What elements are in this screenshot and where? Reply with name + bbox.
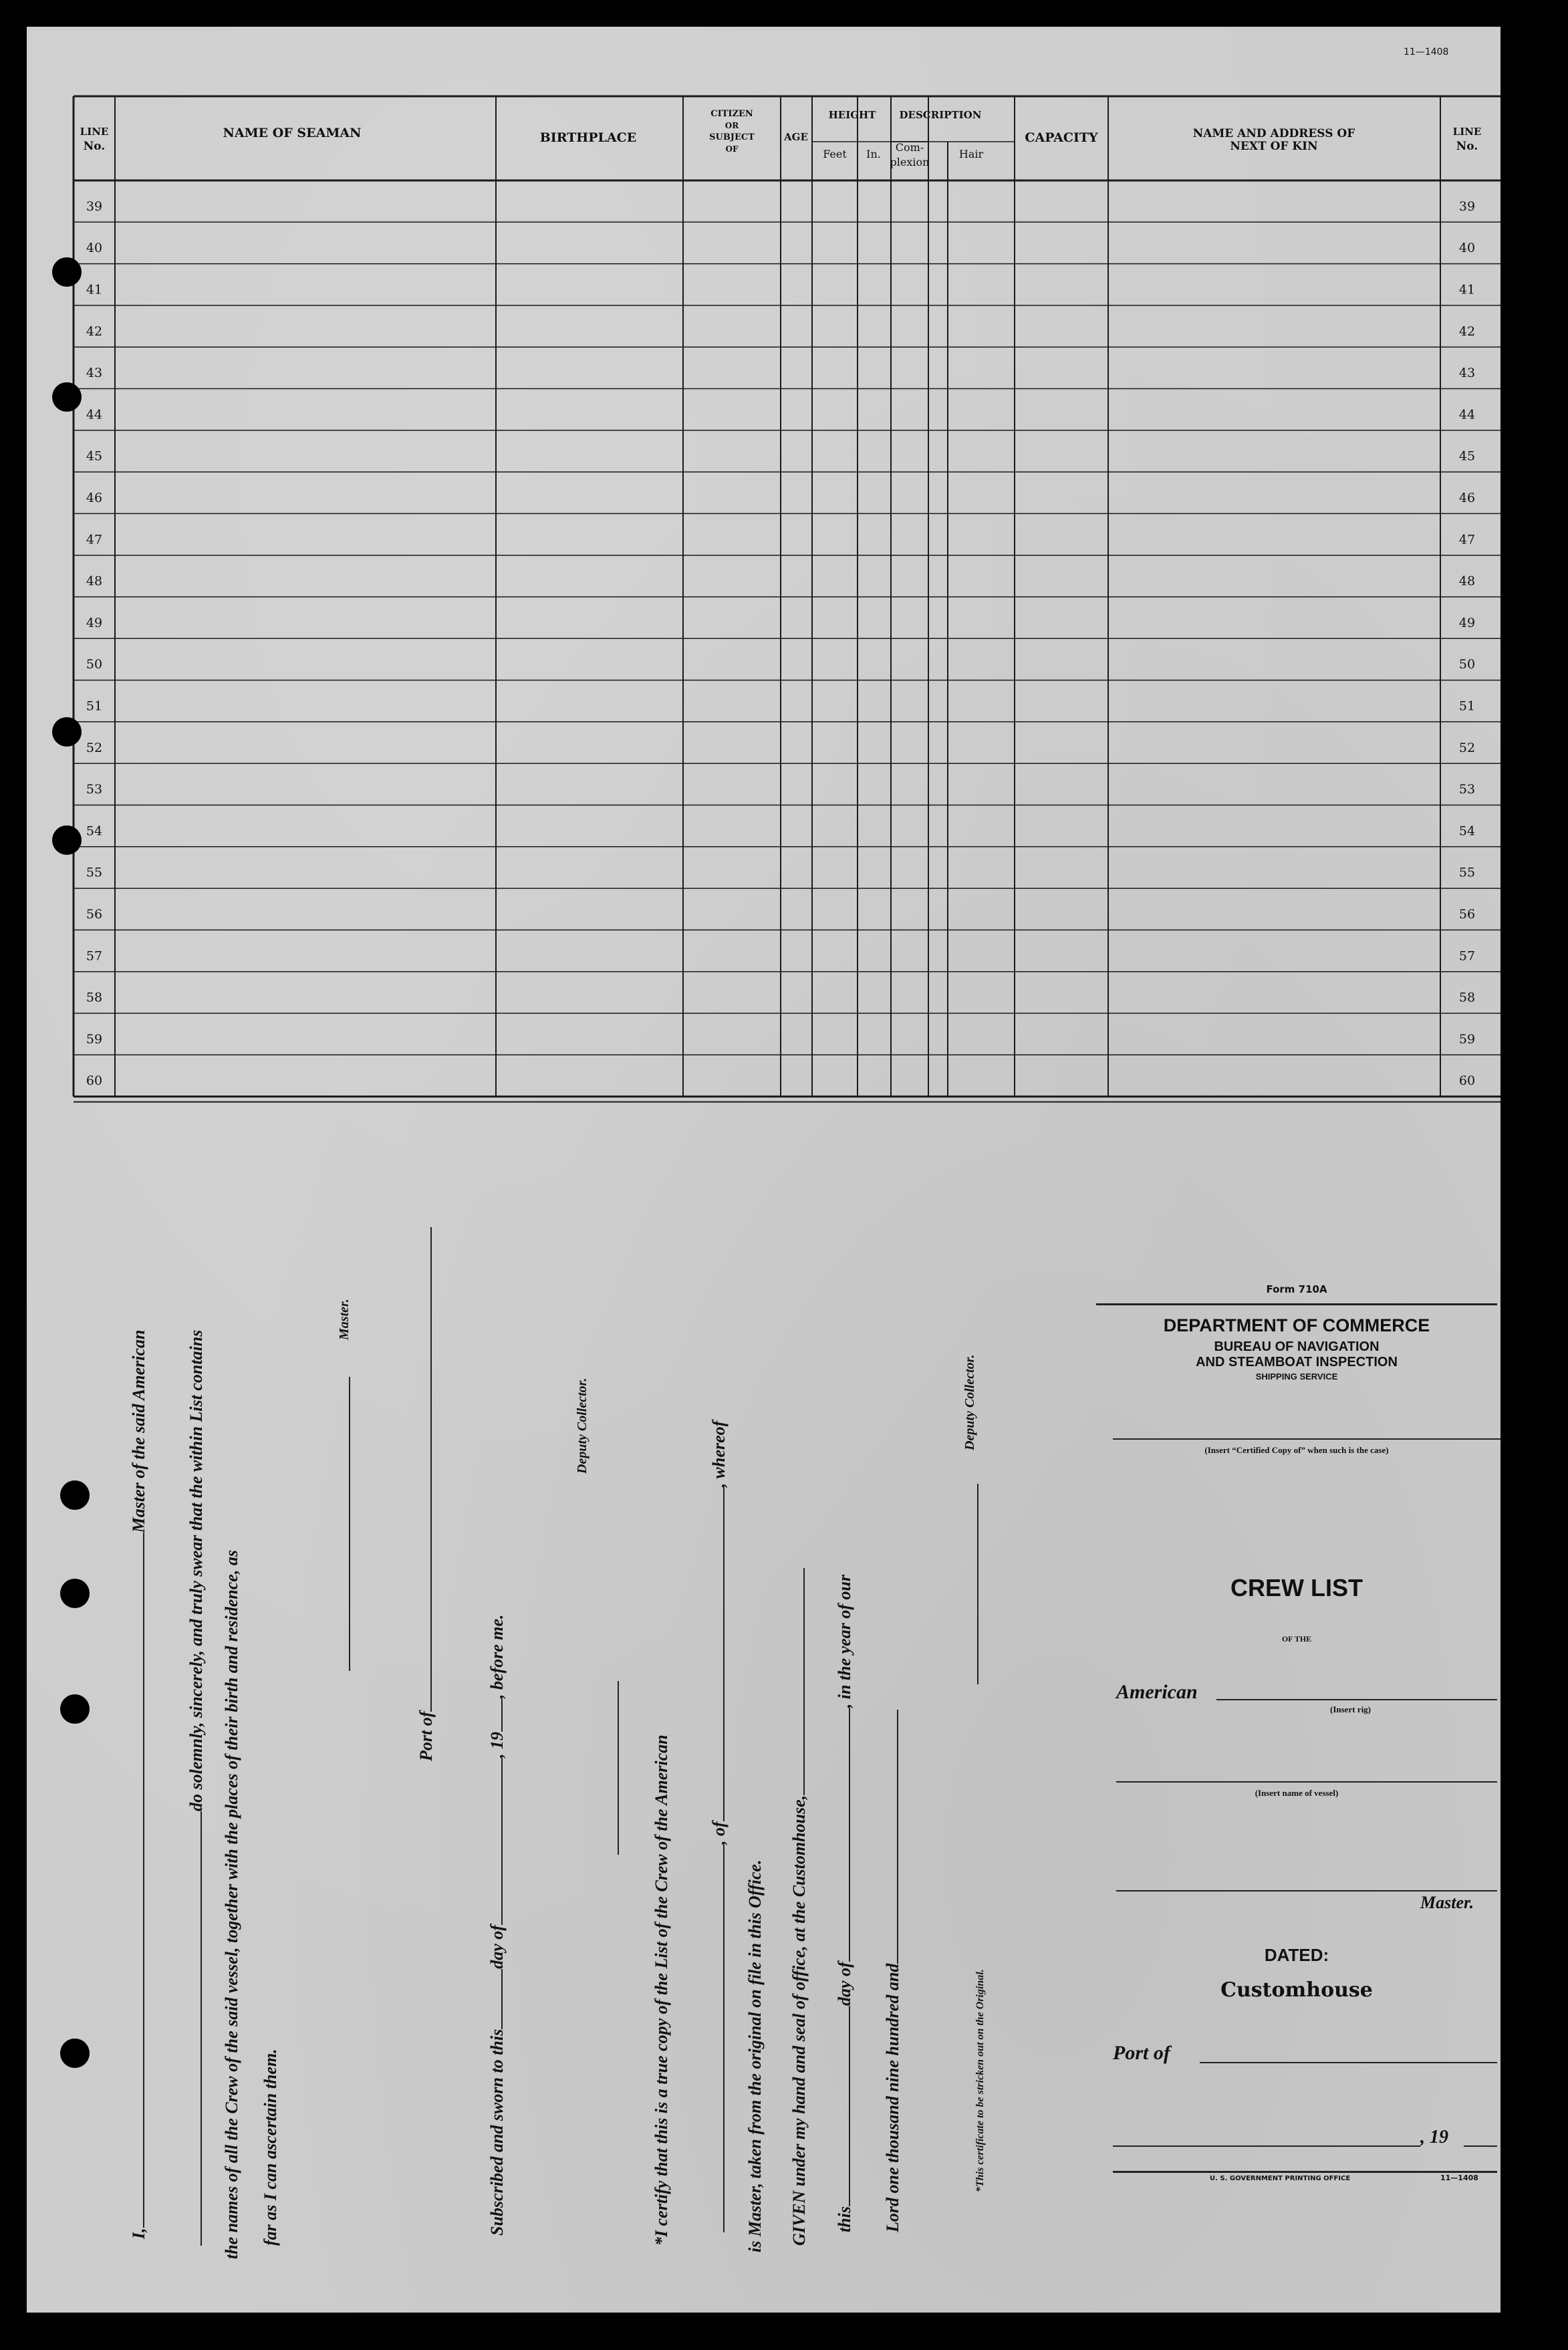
row-number-right: 39 — [1458, 199, 1476, 214]
col-citizen-1: CITIZEN — [710, 109, 753, 119]
cover-master-label: Master. — [1420, 1893, 1474, 1912]
cert-deputy-label — [962, 1355, 978, 1450]
master-blank[interactable] — [1116, 1890, 1497, 1891]
oath-day-of: day of — [487, 1925, 507, 1969]
form-number: Form 710A — [1266, 1283, 1327, 1295]
row-number-left: 44 — [86, 407, 103, 422]
line-no-left-2: No. — [83, 140, 106, 153]
year-blank[interactable] — [1464, 2145, 1497, 2147]
row-number-right: 47 — [1458, 532, 1476, 547]
row-number-right: 42 — [1458, 323, 1476, 339]
crew-list-sheet — [27, 27, 1500, 2313]
oath-swear: do solemnly, sincerely, and truly swear that the within List contains — [186, 1329, 206, 1811]
line-no-right-1: LINE — [1452, 126, 1482, 138]
cert-of: , of — [709, 1821, 729, 1845]
row-number-right: 58 — [1458, 990, 1476, 1005]
bureau-line-1: BUREAU OF NAVIGATION — [1214, 1339, 1380, 1354]
oath-nineteen: , 19 — [487, 1732, 507, 1758]
row-number-right: 55 — [1458, 865, 1476, 880]
cert-is-master: is Master, taken from the original on file in this Office. — [745, 1859, 765, 2252]
bureau-line-2: AND STEAMBOAT INSPECTION — [1196, 1355, 1398, 1369]
row-number-right: 44 — [1458, 407, 1476, 422]
row-number-right: 48 — [1458, 573, 1476, 589]
port-blank[interactable] — [1200, 2062, 1497, 2063]
dated-label: DATED: — [1264, 1945, 1329, 1965]
cover-rule — [1096, 1303, 1497, 1305]
row-number-right: 59 — [1458, 1031, 1476, 1047]
oath-deputy-label — [575, 1378, 590, 1474]
col-next-of-kin-2: NEXT OF KIN — [1230, 140, 1318, 153]
cert-line-1 — [652, 1734, 672, 2246]
row-number-right: 57 — [1458, 948, 1476, 964]
oath-i: I, — [129, 2228, 148, 2239]
row-number-left: 57 — [86, 948, 103, 964]
cert-deputy-collector: Deputy Collector. — [962, 1354, 977, 1450]
row-number-left: 58 — [86, 990, 103, 1005]
row-number-right: 46 — [1458, 490, 1476, 505]
row-number-left: 41 — [86, 282, 103, 297]
oath-ascertain: far as I can ascertain them. — [261, 2049, 280, 2246]
crew-list-title: CREW LIST — [1230, 1574, 1363, 1601]
cert-line-2 — [708, 1421, 729, 2232]
row-number-left: 46 — [86, 490, 103, 505]
row-number-right: 52 — [1458, 740, 1476, 755]
row-number-left: 54 — [86, 823, 103, 839]
cert-footnote — [974, 1969, 987, 2192]
cert-line-6 — [882, 1710, 903, 2232]
oath-line-2 — [186, 1330, 207, 2246]
vessel-name-blank[interactable] — [1116, 1781, 1497, 1783]
col-age: AGE — [784, 131, 808, 143]
punch-hole — [52, 717, 82, 747]
cert-whereof: , whereof — [709, 1420, 729, 1488]
line-no-left-1: LINE — [80, 126, 109, 138]
oath-line-4 — [261, 2049, 281, 2246]
cover-form-code: 11—1408 — [1440, 2174, 1478, 2182]
row-number-left: 60 — [86, 1073, 103, 1089]
oath-line-1 — [128, 1330, 149, 2239]
rig-blank[interactable] — [1216, 1699, 1497, 1700]
row-number-right: 41 — [1458, 282, 1476, 297]
row-number-left: 48 — [86, 573, 103, 589]
oath-before-me: , before me. — [487, 1614, 507, 1699]
col-complexion-1: Com- — [895, 141, 924, 154]
oath-master-label — [337, 1299, 352, 1340]
printer-credit: U. S. GOVERNMENT PRINTING OFFICE — [1210, 2175, 1351, 2182]
col-capacity: CAPACITY — [1025, 130, 1098, 145]
oath-line-3 — [222, 1550, 242, 2259]
row-number-right: 40 — [1458, 241, 1476, 256]
form-code-top: 11—1408 — [1404, 47, 1449, 57]
insert-name-note: (Insert name of vessel) — [1255, 1788, 1339, 1798]
row-number-left: 55 — [86, 865, 103, 880]
crew-table — [63, 68, 1500, 1138]
oath-master-of: Master of the said American — [129, 1329, 148, 1533]
oath-subscribed — [487, 1614, 507, 2236]
oath-master-signature — [334, 1377, 354, 1671]
of-the: OF THE — [1281, 1634, 1312, 1644]
oath-port-of-label: Port of — [416, 1711, 436, 1761]
col-height: HEIGHT — [828, 109, 876, 121]
row-number-left: 50 — [86, 657, 103, 672]
row-number-right: 50 — [1458, 657, 1476, 672]
col-feet: Feet — [823, 148, 847, 160]
col-inches: In. — [866, 148, 881, 160]
row-number-left: 45 — [86, 448, 103, 464]
certified-copy-blank[interactable] — [1113, 1438, 1500, 1440]
col-complexion-2: plexion — [890, 156, 930, 168]
row-number-right: 49 — [1458, 615, 1476, 630]
col-citizen-3: SUBJECT — [709, 132, 755, 142]
row-number-left: 39 — [86, 199, 103, 214]
oath-master: Master. — [337, 1299, 352, 1340]
american-label: American — [1116, 1681, 1198, 1703]
cert-line-4 — [789, 1568, 809, 2246]
oath-port-of — [416, 1227, 436, 1761]
dept-title: DEPARTMENT OF COMMERCE — [1163, 1315, 1430, 1335]
insert-rig-note: (Insert rig) — [1330, 1704, 1371, 1714]
cert-footnote-text: *This certificate to be stricken out on the Original. — [974, 1969, 986, 2192]
cert-line-5 — [834, 1575, 855, 2232]
cover-panel — [1083, 1283, 1500, 2232]
cert-given: GIVEN under my hand and seal of office, at the Customhouse, — [789, 1795, 809, 2246]
oath-deputy-sig — [603, 1681, 623, 1855]
col-birthplace: BIRTHPLACE — [539, 130, 637, 145]
punch-hole — [52, 382, 82, 412]
cover-nineteen: , 19 — [1420, 2127, 1448, 2147]
cert-line-3 — [745, 1860, 765, 2252]
col-next-of-kin-1: NAME AND ADDRESS OF — [1192, 127, 1355, 140]
oath-deputy-collector: Deputy Collector. — [575, 1378, 590, 1474]
col-description: DESCRIPTION — [899, 109, 982, 121]
punch-hole — [52, 825, 82, 855]
cert-day-of: day of — [835, 1962, 854, 2006]
punch-hole — [60, 1579, 90, 1608]
cert-true-copy: *I certify that this is a true copy of the List of the Crew of the American — [652, 1734, 671, 2246]
printer-rule — [1113, 2171, 1497, 2173]
cert-lord: Lord one thousand nine hundred and — [883, 1963, 902, 2232]
row-number-right: 51 — [1458, 698, 1476, 714]
oath-names: the names of all the Crew of the said vessel, together with the places of their birth and residence, as — [222, 1550, 241, 2259]
row-number-right: 45 — [1458, 448, 1476, 464]
row-number-left: 59 — [86, 1031, 103, 1047]
row-number-left: 43 — [86, 366, 103, 381]
cert-year: , in the year of our — [835, 1574, 854, 1708]
cover-port-of: Port of — [1113, 2042, 1170, 2064]
row-number-left: 53 — [86, 782, 103, 797]
row-number-right: 53 — [1458, 782, 1476, 797]
col-citizen-2: OR — [725, 121, 739, 130]
insert-certified-note: (Insert “Certified Copy of” when such is the case) — [1204, 1445, 1389, 1455]
row-number-right: 56 — [1458, 906, 1476, 922]
col-citizen-4: OF — [725, 144, 739, 154]
oath-subscribed-label: Subscribed and sworn to this — [487, 2029, 507, 2236]
row-number-left: 51 — [86, 698, 103, 714]
punch-hole — [60, 1480, 90, 1510]
row-number-right: 54 — [1458, 823, 1476, 839]
line-no-right-2: No. — [1456, 140, 1478, 153]
customhouse-label: Customhouse — [1220, 1978, 1373, 2002]
table-rules — [74, 96, 1500, 1102]
row-number-left: 47 — [86, 532, 103, 547]
row-number-right: 43 — [1458, 366, 1476, 381]
date-blank[interactable] — [1113, 2145, 1420, 2147]
row-number-left: 56 — [86, 906, 103, 922]
col-name-of-seaman: NAME OF SEAMAN — [223, 126, 362, 140]
cert-this: this — [835, 2206, 854, 2232]
row-number-right: 60 — [1458, 1073, 1476, 1089]
punch-hole — [60, 2039, 90, 2068]
row-number-left: 42 — [86, 323, 103, 339]
cert-deputy-sig — [962, 1484, 983, 1684]
punch-hole — [60, 1694, 90, 1724]
row-number-left: 40 — [86, 241, 103, 256]
row-number-left: 52 — [86, 740, 103, 755]
punch-hole — [52, 257, 82, 287]
col-hair: Hair — [958, 148, 984, 160]
row-number-left: 49 — [86, 615, 103, 630]
shipping-service: SHIPPING SERVICE — [1255, 1372, 1338, 1382]
